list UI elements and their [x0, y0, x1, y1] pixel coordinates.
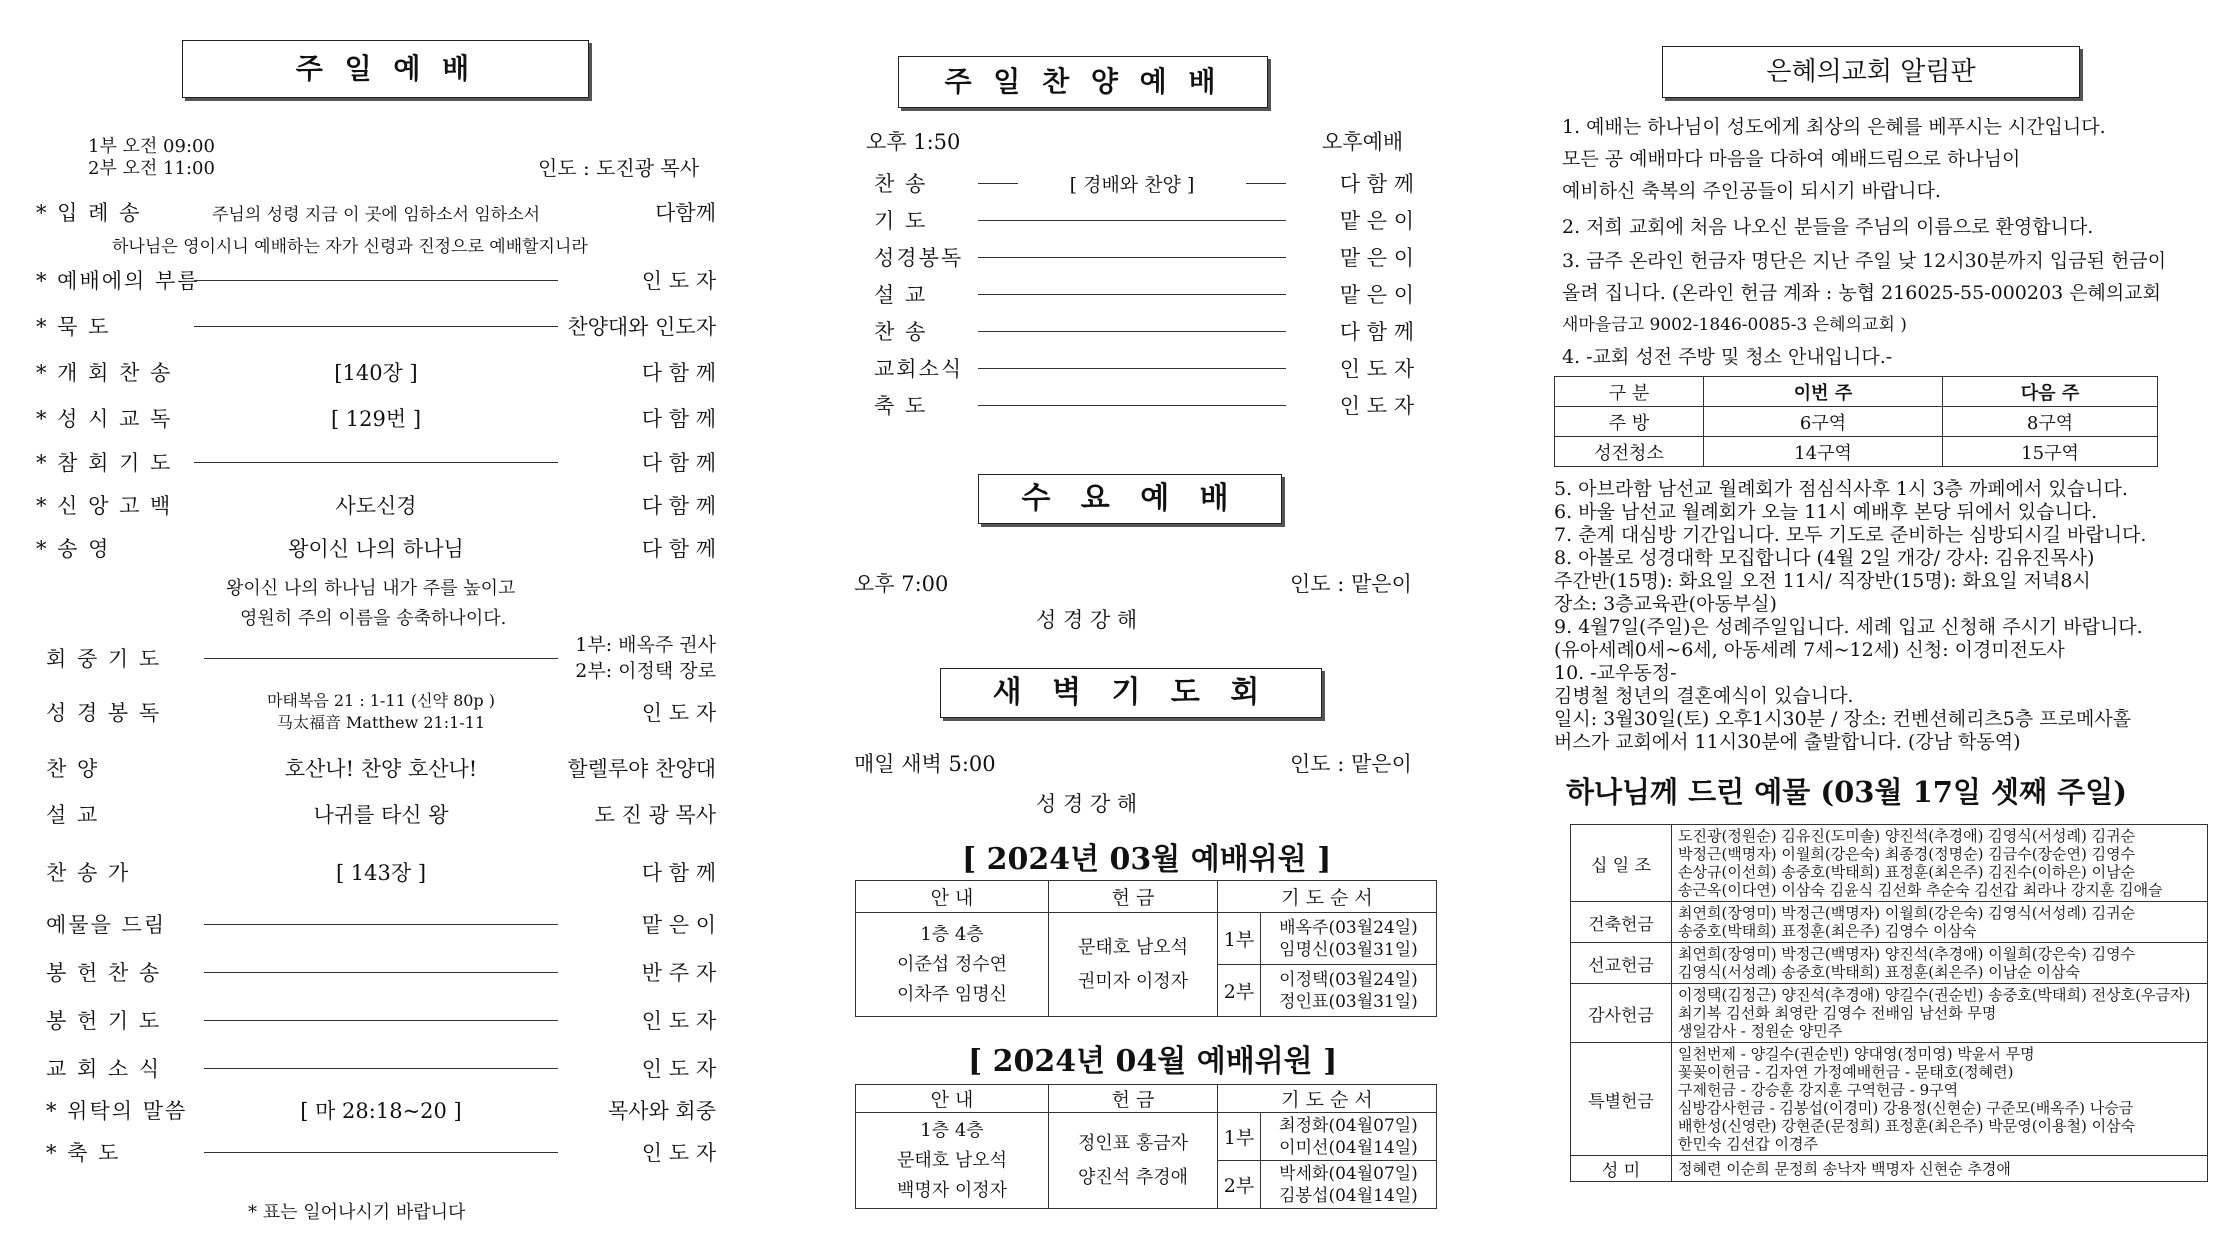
order-row — [36, 404, 716, 432]
offering-names — [1672, 902, 2208, 943]
order-label: * 입 례 송 — [36, 201, 142, 225]
notice-line: 2. 저희 교회에 처음 나오신 분들을 주님의 이름으로 환영합니다. — [1562, 216, 2094, 238]
clean-cell: 8구역 — [1943, 407, 2158, 437]
offering-line: 꽃꽂이헌금 - 김자연 가정예배헌금 - 문태호(정혜련) — [1678, 1063, 2014, 1081]
order-label: 봉 헌 찬 송 — [46, 961, 162, 985]
notice-line: 모든 공 예배마다 마음을 다하여 예배드림으로 하나님이 — [1562, 148, 2021, 170]
clean-header-next-week: 다음 주 — [1943, 377, 2158, 407]
order-content: 사도신경 — [335, 494, 417, 518]
praise-row — [874, 168, 1414, 198]
order-content: [ 143장 ] — [335, 861, 427, 885]
notice-line: 예비하신 축복의 주인공들이 되시기 바랍니다. — [1562, 180, 1941, 202]
praise-participant: 다 함 께 — [1339, 320, 1414, 344]
offering-row — [1571, 943, 2208, 984]
order-label: 찬 양 — [46, 757, 100, 781]
order-row — [46, 1086, 716, 1134]
col-header-guide: 안 내 — [856, 1085, 1049, 1113]
order-participant: 인 도 자 — [641, 701, 716, 725]
order-label: 회 중 기 도 — [46, 647, 162, 671]
praise-label: 설 교 — [874, 283, 928, 307]
order-participant: 다 함 께 — [641, 451, 716, 475]
notice-line: 10. -교우동정- — [1554, 662, 1677, 684]
order-row — [36, 358, 716, 386]
praise-row — [874, 205, 1414, 235]
offering-category: 십 일 조 — [1571, 825, 1672, 902]
praise-label: 성경봉독 — [874, 246, 964, 270]
march-p1-name-2: 임명신(03월31일) — [1279, 939, 1418, 960]
april-guide-names-2: 백명자 이정자 — [896, 1179, 1008, 1201]
service-time-2: 2부 오전 11:00 — [88, 158, 215, 179]
col-header-prayer: 기 도 순 서 — [1218, 881, 1437, 913]
praise-participant: 맡 은 이 — [1339, 246, 1414, 270]
march-p1-name-1: 배옥주(03월24일) — [1279, 917, 1418, 938]
offering-row — [1571, 825, 2208, 902]
order-row — [36, 198, 716, 226]
offering-line: 구제헌금 - 강승훈 강지훈 구역헌금 - 9구역 — [1678, 1081, 1959, 1099]
order-label: * 신 앙 고 백 — [36, 494, 173, 518]
offering-line: 배한성(신영란) 강현준(문정희) 표정훈(최은주) 박문영(이용철) 이삼숙 — [1678, 1117, 2136, 1135]
order-participant: 인 도 자 — [641, 269, 716, 293]
offering-line: 송중호(박태희) 표정훈(최은주) 김영수 이삼숙 — [1678, 922, 1977, 940]
offering-row — [1571, 902, 2208, 943]
order-row — [46, 634, 716, 682]
march-guide-names-2: 이차주 임명신 — [896, 983, 1008, 1005]
offering-names — [1672, 1156, 2208, 1182]
leader-line — [204, 924, 558, 925]
notice-line: 주간반(15명): 화요일 오전 11시/ 직장반(15명): 화요일 저녁8시 — [1554, 570, 2091, 592]
order-content — [196, 690, 566, 734]
march-offering-2: 권미자 이정자 — [1077, 970, 1189, 992]
offering-line: 손상규(이선희) 송중호(박태희) 표정훈(최은주) 김진수(이하은) 이남순 — [1678, 863, 2136, 881]
april-offering — [1049, 1113, 1218, 1209]
offering-line: 생일감사 - 정원순 양민주 — [1678, 1022, 1843, 1040]
praise-row — [874, 390, 1414, 420]
praise-row — [874, 242, 1414, 272]
offering-line: 송근옥(이다연) 이삼숙 김윤식 김선화 추순숙 김선갑 최라나 강지훈 김애슬 — [1678, 881, 2163, 899]
order-row — [36, 448, 716, 476]
march-p2-name-2: 정인표(03월31일) — [1279, 991, 1418, 1012]
sunday-service-title: 주 일 예 배 — [182, 40, 589, 98]
order-participant: 맡 은 이 — [641, 913, 716, 937]
order-row — [46, 900, 716, 948]
praise-participant: 인 도 자 — [1339, 357, 1414, 381]
order-label: 찬 송 가 — [46, 861, 131, 885]
order-participant: 할렐루야 찬양대 — [567, 757, 716, 781]
order-label: * 예배에의 부름 — [36, 269, 200, 293]
leader-line — [194, 462, 558, 463]
notice-line: 9. 4월7일(주일)은 성례주일입니다. 세례 입교 신청해 주시기 바랍니다. — [1554, 616, 2143, 638]
offering-category: 성 미 — [1571, 1156, 1672, 1182]
service-leader: 인도 : 도진광 목사 — [538, 156, 700, 180]
entrance-verse: 하나님은 영이시니 예배하는 자가 신령과 진정으로 예배할지니라 — [112, 237, 588, 257]
leader-line — [204, 972, 558, 973]
april-part-1-names — [1261, 1113, 1437, 1161]
praise-label: 축 도 — [874, 394, 928, 418]
order-participant: 다 함 께 — [641, 407, 716, 431]
april-p1-name-2: 이미선(04월14일) — [1279, 1137, 1418, 1158]
dawn-content: 성 경 강 해 — [1036, 792, 1138, 816]
april-p1-name-1: 최정화(04월07일) — [1279, 1115, 1418, 1136]
april-p2-name-1: 박세화(04월07일) — [1279, 1163, 1418, 1184]
clean-cell: 성전청소 — [1555, 437, 1704, 467]
leader-line — [978, 405, 1286, 406]
leader-line — [978, 331, 1286, 332]
april-offering-2: 양진석 추경애 — [1077, 1166, 1189, 1188]
april-part-1: 1부 — [1218, 1113, 1261, 1161]
order-row — [46, 996, 716, 1044]
april-committee-title: [ 2024년 04월 예배위원 ] — [968, 1044, 1338, 1079]
notice-line: 3. 금주 온라인 헌금자 명단은 지난 주일 낮 12시30분까지 입금된 헌금이 — [1562, 250, 2167, 272]
praise-row — [874, 353, 1414, 383]
march-p2-name-1: 이정택(03월24일) — [1279, 969, 1418, 990]
notice-line: 6. 바울 남선교 월례회가 오늘 11시 예배후 본당 뒤에서 있습니다. — [1554, 501, 2098, 523]
offering-category: 선교헌금 — [1571, 943, 1672, 984]
notice-line: 7. 춘계 대심방 기간입니다. 모두 기도로 준비하는 심방되시길 바랍니다. — [1554, 524, 2147, 546]
praise-label: 찬 송 — [874, 172, 928, 196]
prayer-2nd: 2부: 이정택 장로 — [575, 660, 716, 682]
praise-participant: 다 함 께 — [1339, 172, 1414, 196]
order-row — [36, 534, 716, 562]
order-row — [46, 688, 716, 736]
march-committee-title: [ 2024년 03월 예배위원 ] — [962, 842, 1332, 877]
order-participant: 다함께 — [655, 201, 716, 225]
march-part-1-names — [1261, 913, 1437, 965]
dawn-time: 매일 새벽 5:00 — [854, 752, 996, 776]
order-participant — [566, 632, 716, 684]
leader-line — [204, 1068, 558, 1069]
order-content: 나귀를 타신 왕 — [313, 803, 449, 827]
order-participant: 다 함 께 — [641, 494, 716, 518]
praise-content: [ 경배와 찬양 ] — [1069, 173, 1195, 196]
praise-row — [874, 279, 1414, 309]
praise-type: 오후예배 — [1322, 130, 1404, 154]
order-row — [46, 1128, 716, 1176]
march-part-2-names — [1261, 965, 1437, 1017]
march-guide-floor: 1층 4층 — [920, 923, 984, 945]
scripture-ko: 마태복음 21 : 1-11 (신약 80p ) — [266, 691, 496, 710]
offering-line: 한민숙 김선갑 이경주 — [1678, 1135, 1818, 1153]
notice-line: 김병철 청년의 결혼예식이 있습니다. — [1554, 685, 1854, 707]
leader-line — [978, 294, 1286, 295]
april-p2-name-2: 김봉섭(04월14일) — [1279, 1185, 1418, 1206]
order-label: * 성 시 교 독 — [36, 407, 173, 431]
wednesday-service-title: 수 요 예 배 — [978, 474, 1282, 524]
leader-line — [978, 257, 1286, 258]
wednesday-time: 오후 7:00 — [854, 572, 949, 596]
notice-line: (유아세례0세~6세, 아동세례 7세~12세) 신청: 이경미전도사 — [1554, 639, 2065, 661]
notice-line: 버스가 교회에서 11시30분에 출발합니다. (강남 학동역) — [1554, 731, 2021, 753]
col-header-guide: 안 내 — [856, 881, 1049, 913]
order-content: [140장 ] — [334, 361, 418, 385]
notice-line: 1. 예배는 하나님이 성도에게 최상의 은혜를 베푸시는 시간입니다. — [1562, 116, 2106, 138]
march-part-2: 2부 — [1218, 965, 1261, 1017]
march-part-1: 1부 — [1218, 913, 1261, 965]
praise-label: 기 도 — [874, 209, 928, 233]
clean-cell: 14구역 — [1704, 437, 1943, 467]
order-label: * 참 회 기 도 — [36, 451, 173, 475]
offering-line: 일천번제 - 양길수(권순빈) 양대영(정미영) 박윤서 무명 — [1678, 1045, 2035, 1063]
order-participant: 목사와 회중 — [607, 1099, 716, 1123]
order-content: [ 마 28:18~20 ] — [300, 1099, 462, 1123]
april-guide-names-1: 문태호 남오석 — [896, 1149, 1008, 1171]
praise-label: 교회소식 — [874, 357, 964, 381]
april-committee-table — [855, 1084, 1437, 1209]
april-guide — [856, 1113, 1049, 1209]
offering-line: 심방감사헌금 - 김봉섭(이경미) 강용정(신현순) 구준모(배옥주) 나승금 — [1678, 1099, 2134, 1117]
clean-cell: 6구역 — [1704, 407, 1943, 437]
leader-line — [194, 326, 558, 327]
notice-line: 5. 아브라함 남선교 월례회가 점심식사후 1시 3층 까페에서 있습니다. — [1554, 478, 2128, 500]
order-participant: 다 함 께 — [641, 537, 716, 561]
cleaning-table — [1554, 376, 2158, 467]
offering-line: 최기복 김선화 최영란 김영수 전배임 남선화 무명 — [1678, 1004, 1997, 1022]
praise-participant: 인 도 자 — [1339, 394, 1414, 418]
praise-service-title: 주 일 찬 양 예 배 — [898, 56, 1268, 108]
offering-line: 김영식(서성례) 송중호(박태희) 표정훈(최은주) 이남순 이삼숙 — [1678, 963, 2080, 981]
offering-names — [1672, 825, 2208, 902]
order-row — [36, 491, 716, 519]
march-offering — [1049, 913, 1218, 1017]
service-time-1: 1부 오전 09:00 — [88, 136, 215, 157]
order-row — [46, 744, 716, 792]
notice-line: 올려 집니다. (온라인 헌금 계좌 : 농협 216025-55-000203 은혜의교회 — [1562, 282, 2161, 304]
offering-names — [1672, 1043, 2208, 1156]
offering-list-title: 하나님께 드린 예물 (03월 17일 셋째 주일) — [1566, 775, 2127, 809]
order-participant: 인 도 자 — [641, 1057, 716, 1081]
praise-row — [874, 316, 1414, 346]
march-offering-1: 문태호 남오석 — [1077, 936, 1189, 958]
clean-cell: 15구역 — [1943, 437, 2158, 467]
order-participant: 도 진 광 목사 — [594, 803, 716, 827]
march-guide — [856, 913, 1049, 1017]
clean-header-this-week: 이번 주 — [1704, 377, 1943, 407]
leader-line — [204, 1152, 558, 1153]
april-part-2: 2부 — [1218, 1161, 1261, 1209]
notice-line: 4. -교회 성전 주방 및 청소 안내입니다.- — [1562, 346, 1893, 368]
order-row — [36, 266, 716, 294]
leader-line — [978, 220, 1286, 221]
order-participant: 다 함 께 — [641, 861, 716, 885]
leader-line — [978, 183, 1018, 184]
april-guide-floor: 1층 4층 — [920, 1119, 984, 1141]
offering-line: 도진광(정원순) 김유진(도미솔) 양진석(추경애) 김영식(서성례) 김귀순 — [1678, 827, 2136, 845]
bulletin-board-title: 은혜의교회 알림판 — [1662, 46, 2080, 98]
order-label: * 개 회 찬 송 — [36, 361, 173, 385]
offering-names — [1672, 984, 2208, 1043]
order-row — [46, 790, 716, 838]
order-label: * 송 영 — [36, 537, 111, 561]
praise-time: 오후 1:50 — [866, 130, 961, 154]
order-label: * 위탁의 말씀 — [46, 1099, 188, 1123]
dawn-prayer-title: 새 벽 기 도 회 — [940, 668, 1322, 718]
leader-line — [204, 658, 558, 659]
order-content: 주님의 성령 지금 이 곳에 임하소서 임하소서 — [211, 204, 541, 225]
offering-line: 정혜련 이순희 문정희 송낙자 백명자 신현순 추경애 — [1678, 1159, 2011, 1178]
dawn-leader: 인도 : 맡은이 — [1290, 752, 1412, 776]
offering-row — [1571, 1043, 2208, 1156]
praise-label: 찬 송 — [874, 320, 928, 344]
offering-category: 감사헌금 — [1571, 984, 1672, 1043]
offering-names — [1672, 943, 2208, 984]
offering-category: 건축헌금 — [1571, 902, 1672, 943]
footnote: * 표는 일어나시기 바랍니다 — [248, 1202, 466, 1223]
order-participant: 인 도 자 — [641, 1141, 716, 1165]
leader-line — [194, 280, 558, 281]
order-row — [36, 312, 716, 340]
order-content: 호산나! 찬양 호산나! — [284, 757, 478, 781]
order-participant: 반 주 자 — [641, 961, 716, 985]
order-row — [46, 848, 716, 896]
order-label: 예물을 드림 — [46, 913, 167, 937]
order-label: * 축 도 — [46, 1141, 121, 1165]
praise-participant: 맡 은 이 — [1339, 209, 1414, 233]
order-label: 교 회 소 식 — [46, 1057, 162, 1081]
notice-line: 장소: 3층교육관(아동부실) — [1554, 593, 1777, 615]
wednesday-leader: 인도 : 맡은이 — [1290, 572, 1412, 596]
leader-line — [204, 1020, 558, 1021]
offering-category: 특별헌금 — [1571, 1043, 1672, 1156]
notice-line: 새마을금고 9002-1846-0085-3 은혜의교회 ) — [1562, 315, 1907, 335]
leader-line — [1246, 183, 1286, 184]
order-row — [46, 1044, 716, 1092]
offering-row — [1571, 984, 2208, 1043]
clean-cell: 주 방 — [1555, 407, 1704, 437]
clean-header-category: 구 분 — [1555, 377, 1704, 407]
order-label: 설 교 — [46, 803, 100, 827]
order-content: 왕이신 나의 하나님 — [288, 537, 464, 561]
offering-line: 박정근(백명자) 이월희(강은숙) 최종경(정명순) 김금수(장순연) 김영수 — [1678, 845, 2136, 863]
prayer-1st: 1부: 배옥주 권사 — [575, 634, 716, 656]
offering-table — [1570, 824, 2208, 1182]
doxology-line-1: 왕이신 나의 하나님 내가 주를 높이고 — [226, 578, 516, 599]
order-row — [46, 948, 716, 996]
col-header-prayer: 기 도 순 서 — [1218, 1085, 1437, 1113]
order-participant: 인 도 자 — [641, 1009, 716, 1033]
order-participant: 다 함 께 — [641, 361, 716, 385]
doxology-line-2: 영원히 주의 이름을 송축하나이다. — [240, 608, 507, 629]
col-header-offering: 헌 금 — [1049, 1085, 1218, 1113]
order-participant: 찬양대와 인도자 — [567, 315, 716, 339]
march-guide-names-1: 이준섭 정수연 — [896, 953, 1008, 975]
offering-row — [1571, 1156, 2208, 1182]
order-label: 봉 헌 기 도 — [46, 1009, 162, 1033]
offering-line: 최연희(장영미) 박정근(백명자) 양진석(추경애) 이월희(강은숙) 김영수 — [1678, 945, 2136, 963]
scripture-zh-en: 马太福音 Matthew 21:1-11 — [276, 713, 486, 732]
wednesday-content: 성 경 강 해 — [1036, 608, 1138, 632]
offering-line: 최연희(장영미) 박정근(백명자) 이월희(강은숙) 김영식(서성례) 김귀순 — [1678, 904, 2136, 922]
order-label: * 묵 도 — [36, 315, 111, 339]
praise-participant: 맡 은 이 — [1339, 283, 1414, 307]
offering-line: 이정택(김정근) 양진석(추경애) 양길수(권순빈) 송중호(박태희) 전상호(우금자) — [1678, 986, 2191, 1004]
notice-line: 8. 아볼로 성경대학 모집합니다 (4월 2일 개강/ 강사: 김유진목사) — [1554, 547, 2095, 569]
notice-line: 일시: 3월30일(토) 오후1시30분 / 장소: 컨벤션헤리츠5층 프로메사홀 — [1554, 708, 2132, 730]
leader-line — [978, 368, 1286, 369]
order-content: [ 129번 ] — [330, 407, 422, 431]
col-header-offering: 헌 금 — [1049, 881, 1218, 913]
april-offering-1: 정인표 홍금자 — [1077, 1132, 1189, 1154]
march-committee-table — [855, 880, 1437, 1017]
april-part-2-names — [1261, 1161, 1437, 1209]
order-label: 성 경 봉 독 — [46, 701, 162, 725]
